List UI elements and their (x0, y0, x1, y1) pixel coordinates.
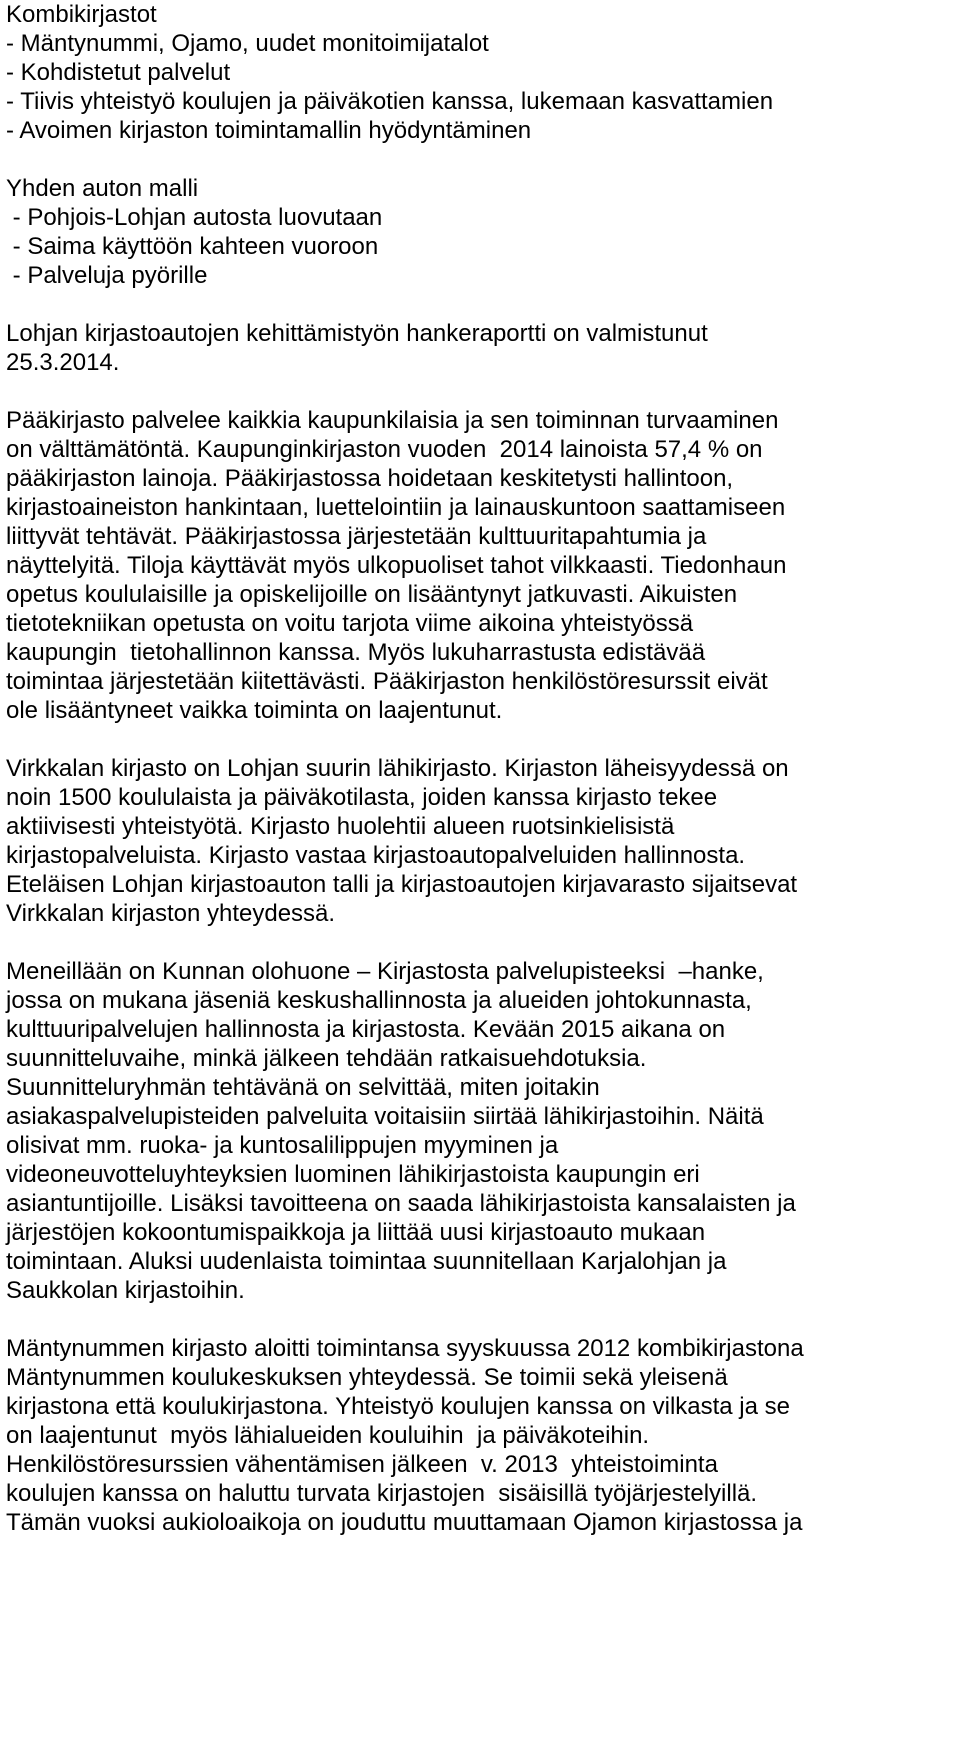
text-line: asiantuntijoille. Lisäksi tavoitteena on saada lähikirjastoista kansalaisten ja (6, 1190, 796, 1217)
text-line: - Palveluja pyörille (6, 262, 208, 289)
text-line: - Tiivis yhteistyö koulujen ja päiväkotien kanssa, lukemaan kasvattamien (6, 88, 774, 115)
text-line: - Kohdistetut palvelut (6, 59, 231, 86)
text-line: noin 1500 koululaista ja päiväkotilasta, joiden kanssa kirjasto tekee (6, 784, 718, 811)
text-line: pääkirjaston lainoja. Pääkirjastossa hoidetaan keskitetysti hallintoon, (6, 465, 734, 492)
text-line: - Saima käyttöön kahteen vuoroon (6, 233, 379, 260)
text-line: - Pohjois-Lohjan autosta luovutaan (6, 204, 383, 231)
text-line: Henkilöstöresurssien vähentämisen jälkeen v. 2013 yhteistoiminta (6, 1451, 718, 1478)
text-line: Virkkalan kirjasto on Lohjan suurin lähikirjasto. Kirjaston läheisyydessä on (6, 755, 789, 782)
text-line: kaupungin tietohallinnon kanssa. Myös lukuharrastusta edistävää (6, 639, 706, 666)
text-line: Mäntynummen koulukeskuksen yhteydessä. Se toimii sekä yleisenä (6, 1364, 728, 1391)
text-line: kulttuuripalvelujen hallinnosta ja kirjastosta. Kevään 2015 aikana on (6, 1016, 726, 1043)
text-line: Kombikirjastot (6, 1, 157, 28)
text-line: järjestöjen kokoontumispaikkoja ja liittää uusi kirjastoauto mukaan (6, 1219, 706, 1246)
text-line: Virkkalan kirjaston yhteydessä. (6, 900, 336, 927)
text-line: on laajentunut myös lähialueiden kouluihin ja päiväkoteihin. (6, 1422, 650, 1449)
text-line: - Avoimen kirjaston toimintamallin hyödyntäminen (6, 117, 532, 144)
text-line: Lohjan kirjastoautojen kehittämistyön hankeraportti on valmistunut (6, 320, 708, 347)
text-line: näyttelyitä. Tiloja käyttävät myös ulkopuoliset tahot vilkkaasti. Tiedonhaun (6, 552, 787, 579)
text-line: Suunnitteluryhmän tehtävänä on selvittää, miten joitakin (6, 1074, 600, 1101)
text-line: 25.3.2014. (6, 349, 120, 376)
text-line: toimintaan. Aluksi uudenlaista toimintaa suunnitellaan Karjalohjan ja (6, 1248, 727, 1275)
text-line: videoneuvotteluyhteyksien luominen lähikirjastoista kaupungin eri (6, 1161, 700, 1188)
text-line: liittyvät tehtävät. Pääkirjastossa järjestetään kulttuuritapahtumia ja (6, 523, 707, 550)
text-line: kirjastona että koulukirjastona. Yhteistyö koulujen kanssa on vilkasta ja se (6, 1393, 790, 1420)
text-line: kirjastoaineiston hankintaan, luettelointiin ja lainauskuntoon saattamiseen (6, 494, 786, 521)
text-line: on välttämätöntä. Kaupunginkirjaston vuoden 2014 lainoista 57,4 % on (6, 436, 763, 463)
text-line: kirjastopalveluista. Kirjasto vastaa kirjastoautopalveluiden hallinnosta. (6, 842, 746, 869)
text-line: Pääkirjasto palvelee kaikkia kaupunkilaisia ja sen toiminnan turvaaminen (6, 407, 779, 434)
text-line: aktiivisesti yhteistyötä. Kirjasto huolehtii alueen ruotsinkielisistä (6, 813, 675, 840)
text-line: olisivat mm. ruoka- ja kuntosalilippujen myyminen ja (6, 1132, 559, 1159)
text-line: tietotekniikan opetusta on voitu tarjota viime aikoina yhteistyössä (6, 610, 694, 637)
text-line: Tämän vuoksi aukioloaikoja on jouduttu muuttamaan Ojamon kirjastossa ja (6, 1509, 803, 1536)
text-line: ole lisääntyneet vaikka toiminta on laajentunut. (6, 697, 503, 724)
text-line: suunnitteluvaihe, minkä jälkeen tehdään ratkaisuehdotuksia. (6, 1045, 647, 1072)
text-line: Mäntynummen kirjasto aloitti toimintansa syyskuussa 2012 kombikirjastona (6, 1335, 804, 1362)
text-line: jossa on mukana jäseniä keskushallinnosta ja alueiden johtokunnasta, (6, 987, 752, 1014)
text-line: Eteläisen Lohjan kirjastoauton talli ja kirjastoautojen kirjavarasto sijaitsevat (6, 871, 798, 898)
text-line: Meneillään on Kunnan olohuone – Kirjastosta palvelupisteeksi –hanke, (6, 958, 764, 985)
text-line: toimintaa järjestetään kiitettävästi. Pääkirjaston henkilöstöresurssit eivät (6, 668, 768, 695)
text-line: koulujen kanssa on haluttu turvata kirjastojen sisäisillä työjärjestelyillä. (6, 1480, 758, 1507)
text-line: opetus koululaisille ja opiskelijoille on lisääntynyt jatkuvasti. Aikuisten (6, 581, 738, 608)
text-line: asiakaspalvelupisteiden palveluita voitaisiin siirtää lähikirjastoihin. Näitä (6, 1103, 764, 1130)
text-line: - Mäntynummi, Ojamo, uudet monitoimijatalot (6, 30, 489, 57)
text-line: Yhden auton malli (6, 175, 199, 202)
text-line: Saukkolan kirjastoihin. (6, 1277, 245, 1304)
